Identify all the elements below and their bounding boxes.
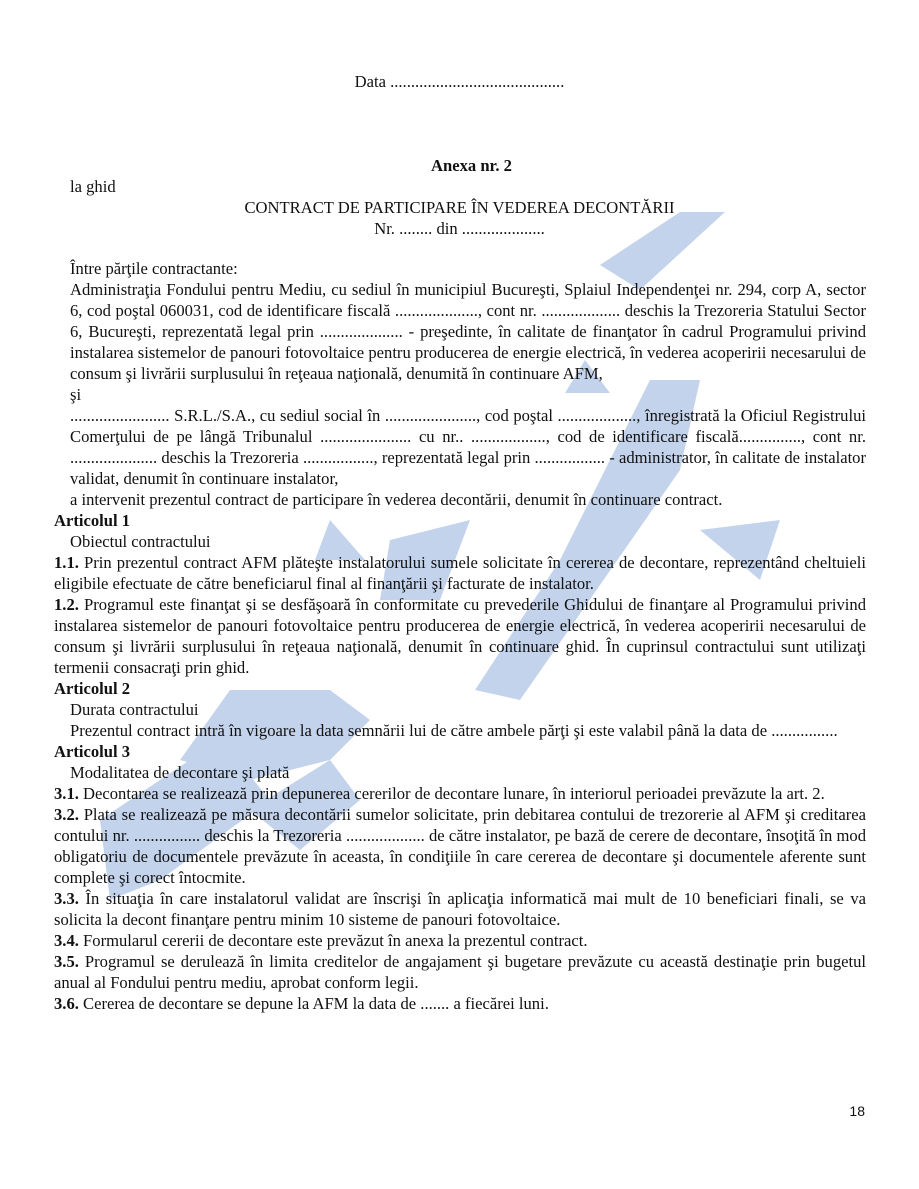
parties-intro: Între părţile contractante: — [70, 259, 238, 278]
contract-title: CONTRACT DE PARTICIPARE ÎN VEDEREA DECONTĂRII — [244, 198, 675, 217]
date-line: Data .......................................... — [354, 72, 565, 91]
clause-number: 3.1. — [54, 784, 79, 803]
clause-3-2 — [54, 804, 866, 888]
article-3-subtitle: Modalitatea de decontare şi plată — [70, 763, 290, 782]
clause-text: Prin prezentul contract AFM plăteşte instalatorului sumele solicitate în cererea de decontare, reprezentând cheltuieli eligibile efectuate de către beneficiarul final al finanţării şi facturate de instalator. — [54, 553, 866, 593]
clause-number: 3.3. — [54, 889, 79, 908]
clause-1-2 — [54, 594, 866, 678]
clause-text: Programul se derulează în limita creditelor de angajament şi bugetare prevăzute cu această destinaţie prin bugetul anual al Fondului pentru mediu, aprobat conform legii. — [54, 952, 866, 992]
article-1-heading: Articolul 1 — [54, 511, 131, 530]
clause-3-1 — [54, 783, 866, 804]
article-2-subtitle: Durata contractului — [70, 700, 199, 719]
contract-body — [54, 258, 866, 1014]
article-3-heading: Articolul 3 — [54, 742, 131, 761]
clause-number: 3.5. — [54, 952, 79, 971]
parties-and: şi — [70, 385, 82, 404]
clause-text: Formularul cererii de decontare este prevăzut în anexa la prezentul contract. — [78, 931, 588, 950]
clause-1-1 — [54, 552, 866, 594]
article-1-subtitle: Obiectul contractului — [70, 532, 211, 551]
clause-text: Programul este finanţat şi se desfăşoară în conformitate cu prevederile Ghidului de finanţare al Programului privind instalarea sistemelor de panouri fotovoltaice pentru producerea de energie electrică, în vederea acoperirii necesarului de consum şi livrării surplusului în reţeaua naţională, denumit în continuare ghid. În cuprinsul contractului sunt utilizaţi termenii consacraţi prin ghid. — [54, 595, 866, 677]
article-2-heading: Articolul 2 — [54, 679, 131, 698]
clause-number: 3.4. — [54, 931, 79, 950]
page-number: 18 — [849, 1103, 865, 1119]
clause-text: În situaţia în care instalatorul validat are înscrişi în aplicaţia informatică mai mult de 10 beneficiari finali, se va solicita la decont finanţare pentru minim 10 sisteme de panouri fotovoltaice. — [54, 889, 866, 929]
clause-number: 1.2. — [54, 595, 79, 614]
annex-reference: la ghid — [70, 177, 116, 196]
clause-text: Plata se realizează pe măsura decontării sumelor solicitate, prin debitarea contului de trezorerie al AFM şi creditarea contului nr. ................ deschis la Trezoreria ................... de către instalator, pe bază de cerere de decontare, însoţită în mod obligatoriu de documentele prevăzute în aceasta, în condiţiile în care cererea de decontare şi documentele aferente sunt complete şi corect întocmite. — [54, 805, 866, 887]
clause-text: Decontarea se realizează prin depunerea cererilor de decontare lunare, în interiorul perioadei prevăzute la art. 2. — [78, 784, 825, 803]
article-2-body: Prezentul contract intră în vigoare la data semnării lui de către ambele părţi şi este valabil până la data de ................ — [70, 721, 838, 740]
clause-3-4 — [54, 930, 866, 951]
party-afm: Administraţia Fondului pentru Mediu, cu sediul în municipiul Bucureşti, Splaiul Independenţei nr. 294, corp A, sector 6, cod poştal 060031, cod de identificare fiscală ...................., cont nr. ................... deschis la Trezoreria Statului Sector 6, Bucureşti, reprezentată legal prin .................... - preşedinte, în calitate de finanţator în cadrul Programului privind instalarea sistemelor de panouri fotovoltaice pentru producerea de energie electrică, în vederea acoperirii necesarului de consum şi livrării surplusului în reţeaua naţională, denumită în continuare AFM, — [70, 280, 866, 383]
contract-number: Nr. ........ din .................... — [374, 219, 545, 238]
clause-text: Cererea de decontare se depune la AFM la data de ....... a fiecărei luni. — [78, 994, 549, 1013]
party-installer: ........................ S.R.L./S.A., cu sediul social în ......................, cod poştal ..................., înregistrată la Oficiul Registrului Comerţului de pe lângă Tribunalul ...................... cu nr.. .................., cod de identificare fiscală..............., cont nr. ..................... deschis la Trezoreria ................., reprezentată legal prin ................. - administrator, în calitate de instalator validat, denumit în continuare instalator, — [70, 406, 866, 488]
clause-3-3 — [54, 888, 866, 930]
clause-3-6 — [54, 993, 866, 1014]
parties-closing: a intervenit prezentul contract de participare în vederea decontării, denumit în continuare contract. — [70, 490, 723, 509]
clause-number: 1.1. — [54, 553, 79, 572]
clause-number: 3.6. — [54, 994, 79, 1013]
annex-title: Anexa nr. 2 — [431, 156, 512, 175]
clause-number: 3.2. — [54, 805, 79, 824]
clause-3-5 — [54, 951, 866, 993]
